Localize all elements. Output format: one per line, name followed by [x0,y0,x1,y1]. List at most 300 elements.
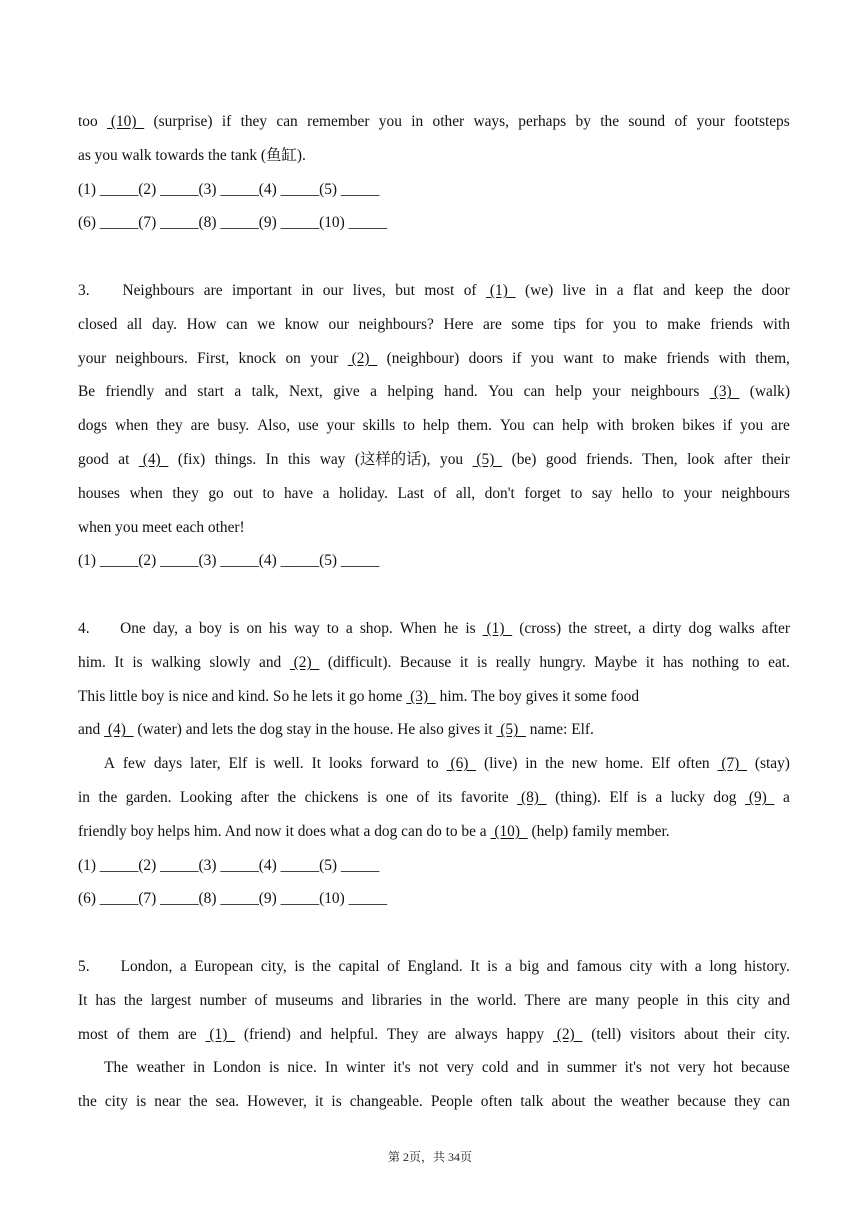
word: the [78,1093,97,1111]
word: in [546,1059,559,1077]
word: (stay) [754,755,790,773]
word: at [118,450,130,468]
word: they [240,113,268,130]
line-text: when you meet each other! [78,518,245,536]
word: It [78,991,88,1009]
word: are [177,1025,197,1043]
word: neighbours? [358,315,434,333]
line-text: (1) _____(2) _____(3) _____(4) _____(5) _____ [78,180,380,198]
word: we [257,315,276,333]
word: new [571,755,598,773]
text-line [78,206,790,240]
word: nice. [287,1059,317,1077]
answer-blank[interactable]: (8) [517,788,547,806]
word: home. [605,755,644,773]
word: a [694,957,702,975]
text-line [78,1051,790,1085]
question-number: 4. [78,619,90,637]
line-text: This little boy is nice and kind. So he lets it go home [78,687,407,705]
word: looks [328,755,363,773]
word: libraries [371,991,423,1009]
word: Looking [179,788,233,806]
word: has [662,653,684,671]
word: good [78,450,109,468]
word: to [747,653,760,671]
word: you [740,417,764,435]
word: with [596,417,624,435]
line-text: (6) _____(7) _____(8) _____(9) _____(10) _____ [78,214,388,232]
word: changeable. [349,1093,423,1111]
word: his [268,619,287,637]
word: sea. [215,1093,240,1111]
word: can [276,113,298,130]
word: in [78,788,90,806]
answer-blank[interactable]: (10) [107,113,145,130]
word: it's [393,1059,411,1077]
word: and [341,991,364,1009]
word: to [645,315,658,333]
word: the [450,991,469,1009]
word: chickens [304,788,359,806]
word: is [132,653,143,671]
word: summer [566,1059,617,1077]
word: broken [631,417,675,435]
word: in [430,991,443,1009]
text-line [78,105,790,139]
answer-blank[interactable]: (4) [104,721,134,739]
line-text: (1) _____(2) _____(3) _____(4) _____(5) _____ [78,552,380,570]
word: hungry. [539,653,586,671]
word: door [761,281,790,299]
word: city [629,957,653,975]
word: (fix) [177,450,206,468]
word: (walk) [749,383,790,401]
word: of [463,281,477,299]
answer-blank[interactable]: (2) [289,653,320,671]
word: are [427,1025,447,1043]
answer-blank[interactable]: (1) [486,281,516,299]
word: is [229,619,240,637]
word: say [591,484,613,502]
word: history. [744,957,790,975]
word: There [524,991,561,1009]
paragraph-gap [78,240,790,274]
paragraph-gap [78,578,790,612]
word: shop. [359,619,393,637]
word: (friend) [243,1025,291,1043]
word: very [677,1059,706,1077]
word: footsteps [734,113,790,130]
word: a [345,619,353,637]
word: Last [397,484,424,502]
word: remember [307,113,370,130]
word: to [662,484,675,502]
word: walks [718,619,755,637]
word: big [519,957,540,975]
word: can [523,383,545,401]
word: friends [666,349,710,367]
word: with [659,957,688,975]
answer-blank[interactable]: (7) [717,755,747,773]
word: look [687,450,715,468]
word: to [602,349,615,367]
word: and [259,653,282,671]
word: your [326,417,355,435]
word: happy [506,1025,545,1043]
word: are [203,281,223,299]
text-line [78,950,790,984]
text-line [78,612,790,646]
word: In [324,1059,338,1077]
text-line [78,443,790,477]
answer-blank[interactable]: (5) [472,450,503,468]
word: hand. [444,383,478,401]
word: world. [476,991,517,1009]
word: the [188,1093,208,1111]
word: forget [524,484,561,502]
text-line [78,1018,790,1052]
word: (be) [511,450,537,468]
word: to [326,619,339,637]
word: It [311,755,321,773]
word: a [179,957,187,975]
word: want [563,349,594,367]
answer-blank[interactable]: (3) [709,383,740,401]
word: the [733,281,753,299]
word: neighbours [721,484,790,502]
word: to [570,484,583,502]
word: city [104,1093,128,1111]
word: the [277,788,297,806]
word: they [734,1093,761,1111]
word: not [418,1059,439,1077]
word: walking [151,653,201,671]
word: closed [78,315,118,333]
word: European [194,957,254,975]
word: make [623,349,658,367]
word: their [761,450,790,468]
word: important [232,281,292,299]
word: after [761,619,790,637]
word: city, [260,957,287,975]
word: is [255,755,266,773]
word: (这样的话), [354,450,431,468]
word: way [319,450,346,468]
word: Elf [609,788,629,806]
word: London, [120,957,173,975]
word: (cross) [519,619,562,637]
word: famous [576,957,622,975]
word: people [637,991,679,1009]
word: out [233,484,253,502]
word: a [616,281,624,299]
word: the [123,991,143,1009]
word: is [487,957,498,975]
word: Elf [228,755,248,773]
word: the [600,113,620,130]
word: knock [238,349,277,367]
word: It [470,957,480,975]
word: It [114,653,124,671]
word: is [135,1093,147,1111]
word: boy [198,619,223,637]
word: England. [407,957,463,975]
word: not [650,1059,670,1077]
word: because [741,1059,790,1077]
text-line [78,375,790,409]
word: a [655,788,663,806]
word: of [387,957,400,975]
word: Here [443,315,474,333]
text-line [78,477,790,511]
word: too [78,113,98,130]
word: and [662,281,686,299]
word: a [322,484,330,502]
word: our [328,315,350,333]
answer-blank[interactable]: (3) [406,687,436,705]
word: in [595,281,608,299]
word: often [677,755,710,773]
word: (neighbour) [386,349,460,367]
word: neighbours [631,383,700,401]
word: many [595,991,630,1009]
text-line [78,713,790,747]
word: talk [520,1093,544,1111]
word: city [736,991,760,1009]
word: skills [362,417,396,435]
word: in [301,281,314,299]
word: lives, [352,281,386,299]
text-line [78,139,790,173]
word: friends [710,315,753,333]
word: your [696,113,725,130]
word: cold [481,1059,509,1077]
word: museums [275,991,334,1009]
word: flat [633,281,654,299]
word: dirty [652,619,682,637]
word: (tell) [591,1025,622,1043]
word: slowly [209,653,251,671]
word: People [430,1093,473,1111]
word: forward [370,755,419,773]
answer-blank[interactable]: (10) [490,822,528,840]
word: of [116,1025,130,1043]
answer-blank[interactable]: (2) [347,349,378,367]
word: often [480,1093,513,1111]
word: it [645,653,655,671]
word: sound [628,113,666,130]
word: ways, [473,113,509,130]
word: is [294,957,305,975]
word: the [568,619,588,637]
word: You [488,383,514,401]
word: the [312,957,331,975]
word: it [314,1093,324,1111]
word: with [718,349,746,367]
word: on [285,349,301,367]
word: when [129,484,163,502]
word: in [192,1059,205,1077]
paragraph-gap [78,916,790,950]
word: near [154,1093,181,1111]
word: day, [152,619,178,637]
word: weather [620,1093,670,1111]
word: very [446,1059,474,1077]
word: this [706,991,729,1009]
word: perhaps [518,113,567,130]
word: a [505,957,512,975]
answer-blank[interactable]: (5) [496,721,526,739]
word: our [322,281,344,299]
line-text: and [78,721,105,739]
word: most [78,1025,108,1043]
word: Then, [642,450,678,468]
word: long [709,957,737,975]
line-text: (water) and lets the dog stay in the house. He also gives it [133,721,497,739]
word: don't [484,484,515,502]
word: good [545,450,577,468]
line-text: (1) _____(2) _____(3) _____(4) _____(5) _____ [78,856,380,874]
word: of [416,788,430,806]
word: you [440,450,464,468]
word: later, [189,755,221,773]
word: favorite [460,788,509,806]
answer-blank[interactable]: (6) [446,755,477,773]
answer-blank[interactable]: (1) [482,619,513,637]
answer-blank[interactable]: (4) [138,450,169,468]
word: the [545,755,564,773]
word: However, [247,1093,307,1111]
word: Because [399,653,452,671]
word: they [172,484,199,502]
word: friends. [586,450,633,468]
word: has [95,991,116,1009]
text-line [78,984,790,1018]
word: because [677,1093,727,1111]
word: eat. [768,653,790,671]
word: with [762,315,790,333]
word: city. [764,1025,790,1043]
word: is [476,653,488,671]
word: day. [151,315,178,333]
word: a [185,619,192,637]
word: In [265,450,279,468]
word: neighbours. [115,349,188,367]
word: the [593,1093,613,1111]
text-line [78,815,790,849]
answer-blank[interactable]: (9) [744,788,775,806]
word: doors [468,349,503,367]
word: in [525,755,538,773]
word: for [585,315,604,333]
word: hot [713,1059,733,1077]
word: help [422,417,450,435]
word: visitors [629,1025,676,1043]
word: them, [755,349,790,367]
word: (difficult). [327,653,392,671]
word: and [546,957,569,975]
word: friendly [105,383,155,401]
word: one [385,788,408,806]
word: they [156,417,183,435]
word: their [727,1025,756,1043]
line-text: as you walk towards the tank (鱼缸). [78,146,306,164]
word: lucky [670,788,705,806]
word: (thing). [555,788,601,806]
word: busy. [217,417,250,435]
word: of [254,991,268,1009]
answer-blank[interactable]: (2) [552,1025,583,1043]
word: (surprise) [153,113,213,130]
word: dog [688,619,712,637]
word: way [294,619,320,637]
word: is [465,619,476,637]
text-line [78,511,790,545]
word: houses [78,484,120,502]
word: them. [457,417,492,435]
exercise-body [78,105,790,1119]
line-text: him. The boy gives it some food [435,687,640,705]
word: days [153,755,183,773]
word: number [199,991,247,1009]
word: things. [214,450,257,468]
word: on [246,619,262,637]
word: street, [594,619,632,637]
word: to [426,755,439,773]
text-line [78,646,790,680]
text-line [78,409,790,443]
word: its [437,788,453,806]
word: Maybe [594,653,638,671]
word: You [499,417,525,435]
word: largest [150,991,192,1009]
word: capital [338,957,380,975]
text-line [78,342,790,376]
word: and [516,1059,539,1077]
word: dog [713,788,737,806]
word: The [104,1059,129,1077]
word: your [78,349,107,367]
word: is [366,788,378,806]
word: are [483,315,502,333]
word: bikes [682,417,715,435]
word: if [722,417,733,435]
word: live [562,281,586,299]
word: about [684,1025,719,1043]
word: you [530,349,554,367]
word: your [310,349,339,367]
word: are [568,991,588,1009]
word: and [767,991,790,1009]
word: give [333,383,360,401]
word: Elf [651,755,671,773]
word: is [636,788,647,806]
word: One [120,619,146,637]
word: and [164,383,187,401]
word: are [771,417,790,435]
word: him. [78,653,106,671]
word: is [269,1059,280,1077]
word: garden. [125,788,172,806]
word: help [555,383,582,401]
line-text: (help) family member. [527,822,670,840]
text-line [78,1085,790,1119]
word: helping [387,383,434,401]
text-line [78,274,790,308]
line-text: (6) _____(7) _____(8) _____(9) _____(10) _____ [78,890,388,908]
word: tips [553,315,576,333]
answer-blank[interactable]: (1) [205,1025,236,1043]
